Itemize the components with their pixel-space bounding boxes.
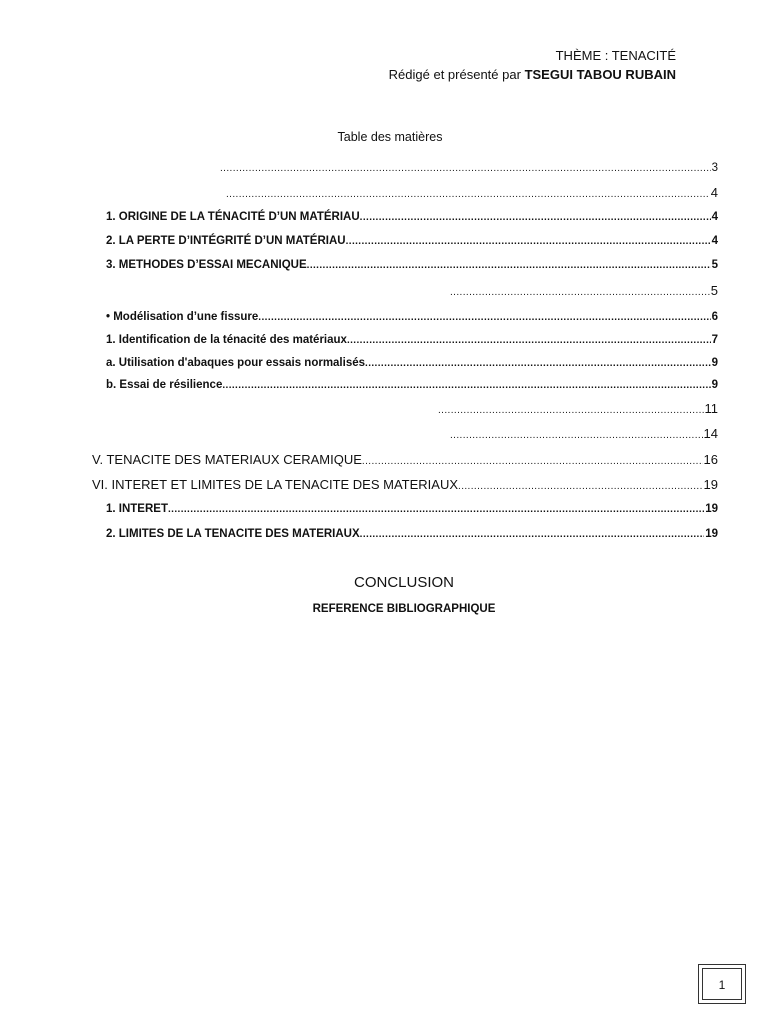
toc-entry-page: 3 (711, 162, 718, 174)
toc-entry[interactable] (106, 209, 718, 225)
toc-leader-dots (222, 378, 710, 393)
toc-leader-dots (226, 187, 710, 201)
toc-entry-page: 9 (711, 357, 718, 369)
toc-entry[interactable] (106, 355, 718, 371)
toc-entry-page: 19 (705, 528, 718, 540)
toc-leader-dots (258, 310, 710, 325)
toc-entry-label: 1. Identification de la ténacité des matériaux (106, 334, 347, 346)
toc-entry[interactable] (106, 377, 718, 393)
toc-leader-dots (450, 428, 703, 442)
document-header (389, 46, 676, 84)
theme-line: THÈME : TENACITÉ (555, 48, 676, 63)
toc-entry[interactable] (92, 477, 718, 493)
toc-entry[interactable] (106, 501, 718, 517)
toc-entry-label: V. TENACITE DES MATERIAUX CERAMIQUE (92, 452, 362, 467)
toc-entry-page: 9 (711, 379, 718, 391)
toc-leader-dots (362, 454, 703, 468)
reference-heading: REFERENCE BIBLIOGRAPHIQUE (312, 603, 496, 615)
author-line (389, 65, 676, 84)
author-name: TSEGUI TABOU RUBAIN (524, 67, 676, 82)
toc-entry[interactable] (92, 452, 718, 468)
toc-entry-page: 6 (711, 311, 718, 323)
toc-entry-page: 16 (703, 452, 718, 467)
toc-leader-dots (438, 403, 704, 417)
toc-entry-page: 4 (710, 185, 718, 200)
toc-entry-page: 4 (711, 235, 718, 247)
conclusion-heading: CONCLUSION (353, 574, 454, 591)
toc-entry-page: 19 (703, 477, 718, 492)
toc-entry-page: 11 (704, 401, 718, 416)
toc-entry[interactable] (220, 160, 718, 176)
toc-leader-dots (360, 210, 711, 225)
toc-entry[interactable] (438, 401, 718, 417)
toc-leader-dots (458, 479, 703, 493)
toc-entry[interactable] (106, 309, 718, 325)
toc-entry[interactable] (106, 332, 718, 348)
toc-entry-label: 1. INTERET (106, 503, 168, 515)
toc-entry-page: 19 (705, 503, 718, 515)
author-prefix: Rédigé et présenté par (388, 67, 521, 82)
toc-entry[interactable] (106, 233, 718, 249)
toc-leader-dots (168, 502, 704, 517)
toc-entry-label: b. Essai de résilience (106, 379, 223, 391)
page-number: 1 (702, 968, 742, 1000)
toc-leader-dots (450, 285, 710, 299)
toc-entry-label: 1. ORIGINE DE LA TÉNACITÉ D’UN MATÉRIAU (106, 211, 360, 223)
toc-entry-page: 5 (710, 283, 718, 298)
page-number-box (698, 964, 746, 1004)
toc-entry[interactable] (450, 283, 718, 299)
toc-entry-label: VI. INTERET ET LIMITES DE LA TENACITE DES MATERIAUX (92, 477, 459, 492)
toc-entry-label: 2. LIMITES DE LA TENACITE DES MATERIAUX (106, 528, 360, 540)
toc-entry-label: • Modélisation d’une fissure (106, 311, 259, 323)
toc-leader-dots (360, 527, 705, 542)
toc-entry[interactable] (106, 257, 718, 273)
toc-entry[interactable] (226, 185, 718, 201)
toc-entry-label: a. Utilisation d'abaques pour essais normalisés (106, 357, 366, 369)
toc-entry[interactable] (106, 526, 718, 542)
toc-entry-page: 14 (703, 426, 718, 441)
toc-entry-page: 5 (711, 259, 718, 271)
toc-leader-dots (365, 356, 711, 371)
toc-leader-dots (220, 161, 711, 176)
toc-leader-dots (347, 333, 711, 348)
toc-title: Table des matières (337, 130, 443, 144)
toc-leader-dots (346, 234, 711, 249)
toc-entry-label: 3. METHODES D’ESSAI MECANIQUE (106, 259, 307, 271)
toc-leader-dots (307, 258, 711, 273)
toc-entry-page: 4 (711, 211, 718, 223)
toc-entry-label: 2. LA PERTE D’INTÉGRITÉ D’UN MATÉRIAU (106, 235, 346, 247)
toc-entry[interactable] (450, 426, 718, 442)
toc-entry-page: 7 (711, 334, 718, 346)
